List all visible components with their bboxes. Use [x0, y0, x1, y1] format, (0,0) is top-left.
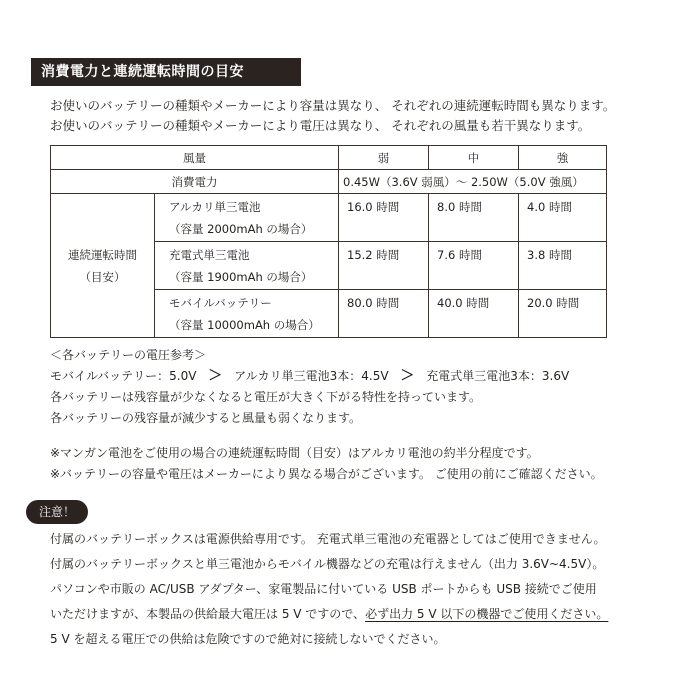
runtime-mid: 8.0 時間	[429, 194, 519, 242]
battery-name: モバイルバッテリー	[169, 296, 272, 310]
caution-line	[50, 602, 608, 627]
runtime-label-line-2: （目安）	[79, 269, 126, 284]
caution-line-plain: いただけますが、本製品の供給最大電圧は 5 V ですので、	[50, 607, 366, 621]
header-fan: 風量	[51, 146, 339, 170]
caution-line: 付属のバッテリーボックスと単三電池からモバイル機器などの充電は行えません（出力 3.6V~4.5V）。	[50, 557, 605, 571]
header-row	[51, 146, 607, 170]
runtime-strong: 20.0 時間	[519, 290, 607, 338]
runtime-weak: 80.0 時間	[339, 290, 429, 338]
power-value: 0.45W（3.6V 弱風）～ 2.50W（5.0V 強風）	[339, 170, 607, 194]
note-line: ※バッテリーの容量や電圧はメーカーにより異なる場合がございます。 ご使用の前にご確認ください。	[50, 467, 603, 481]
power-row	[51, 170, 607, 194]
battery-capacity: （容量 10000mAh の場合）	[169, 318, 320, 332]
voltage-item: アルカリ単三電池3本：4.5V	[234, 369, 389, 383]
runtime-weak: 15.2 時間	[339, 242, 429, 290]
greater-than-icon: ＞	[208, 368, 223, 384]
battery-capacity: （容量 2000mAh の場合）	[169, 222, 313, 236]
voltage-item: 充電式単三電池3本：3.6V	[426, 369, 570, 383]
battery-type	[155, 290, 339, 338]
voltage-reference	[50, 345, 569, 429]
caution-line: パソコンや市販の AC/USB アダプター、家電製品に付いている USB ポートからも USB 接続でご使用	[50, 582, 597, 596]
intro-line-2: お使いのバッテリーの種類やメーカーにより電圧は異なり、 それぞれの風量も若干異なります。	[50, 118, 591, 133]
caution-underlined-warning: 必ず出力 5 V 以下の機器でご使用ください。	[365, 607, 609, 621]
battery-name: 充電式単三電池	[169, 248, 250, 262]
caution-text	[50, 527, 608, 652]
runtime-label-line-1: 連続運転時間	[68, 247, 137, 262]
header-mid: 中	[429, 146, 519, 170]
greater-than-icon: ＞	[400, 368, 415, 384]
voltage-ref-line: 各バッテリーの残容量が減少すると風量も弱くなります。	[50, 411, 362, 425]
section-title: 消費電力と連続運転時間の目安	[31, 58, 301, 86]
runtime-mid: 7.6 時間	[429, 242, 519, 290]
runtime-label	[51, 194, 155, 338]
runtime-mid: 40.0 時間	[429, 290, 519, 338]
voltage-ref-title: ＜各バッテリーの電圧参考＞	[50, 348, 207, 362]
caution-line: 5 V を超える電圧での供給は危険ですので絶対に接続しないでください。	[50, 632, 446, 646]
header-strong: 強	[519, 146, 607, 170]
table-row	[51, 194, 607, 242]
runtime-strong: 4.0 時間	[519, 194, 607, 242]
runtime-weak: 16.0 時間	[339, 194, 429, 242]
voltage-ref-order	[50, 366, 569, 387]
spec-table	[50, 145, 607, 338]
battery-capacity: （容量 1900mAh の場合）	[169, 270, 313, 284]
voltage-ref-line: 各バッテリーは残容量が少なくなると電圧が大きく下がる特性を持っています。	[50, 390, 482, 404]
caution-line: 付属のバッテリーボックスは電源供給専用です。 充電式単三電池の充電器としてはご使用できません。	[50, 532, 606, 546]
battery-name: アルカリ単三電池	[169, 200, 261, 214]
notes	[50, 443, 603, 485]
voltage-item: モバイルバッテリー：5.0V	[50, 369, 197, 383]
runtime-strong: 3.8 時間	[519, 242, 607, 290]
header-weak: 弱	[339, 146, 429, 170]
caution-badge: 注意！	[26, 500, 88, 524]
power-label: 消費電力	[51, 170, 339, 194]
battery-type	[155, 242, 339, 290]
intro-line-1: お使いのバッテリーの種類やメーカーにより容量は異なり、 それぞれの連続運転時間も異なります。	[50, 98, 616, 113]
note-line: ※マンガン電池をご使用の場合の連続運転時間（目安）はアルカリ電池の約半分程度です。	[50, 446, 539, 460]
intro-text	[50, 96, 615, 136]
battery-type	[155, 194, 339, 242]
